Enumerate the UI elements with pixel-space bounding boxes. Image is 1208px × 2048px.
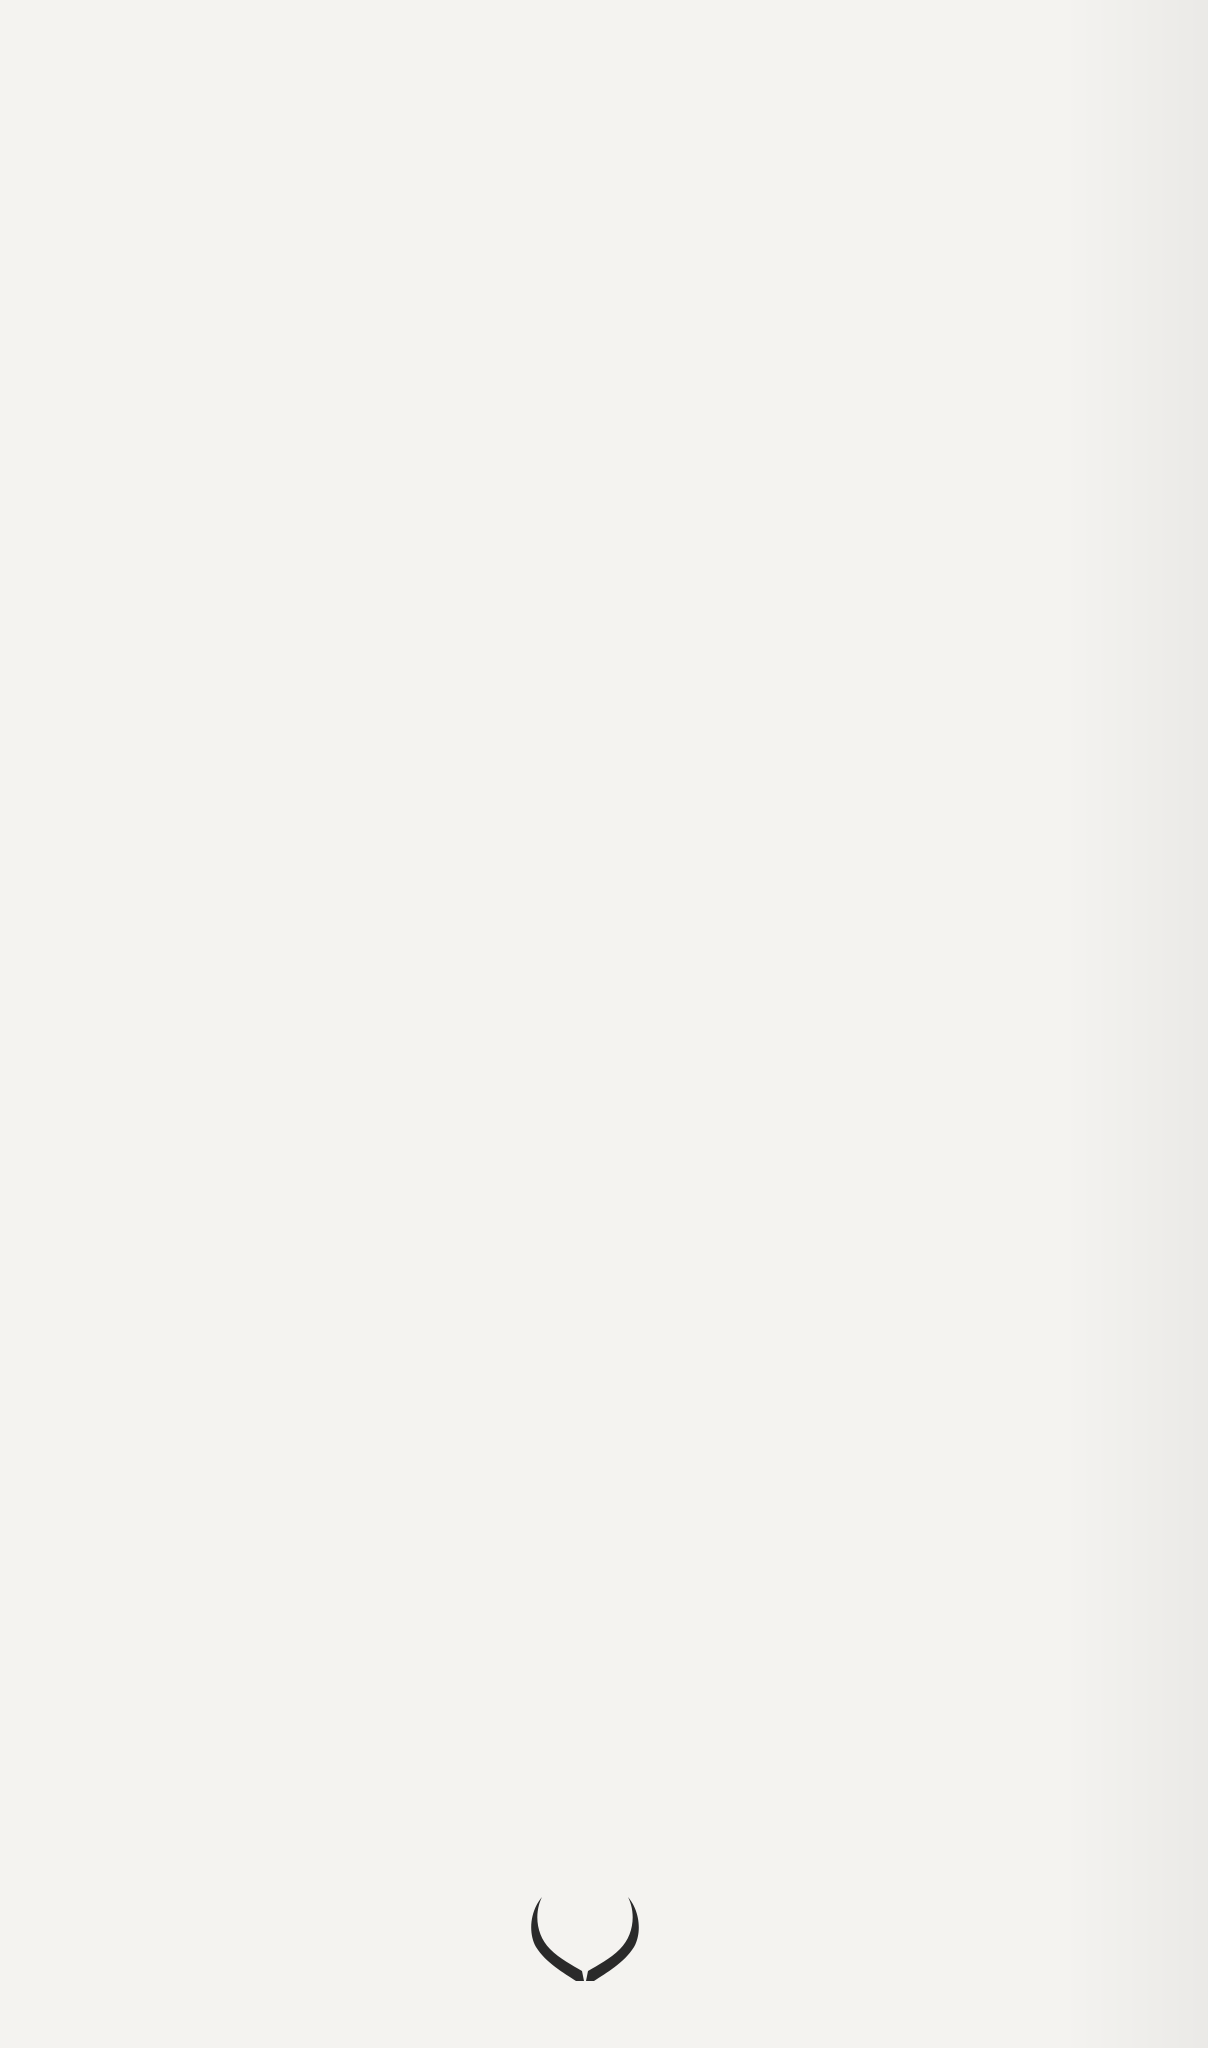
- open-hands-icon: [520, 1885, 650, 1985]
- bleed-through-text: [620, 60, 1180, 1800]
- table-of-contents: [56, 98, 1056, 126]
- page-number-ornament: [520, 1885, 650, 1985]
